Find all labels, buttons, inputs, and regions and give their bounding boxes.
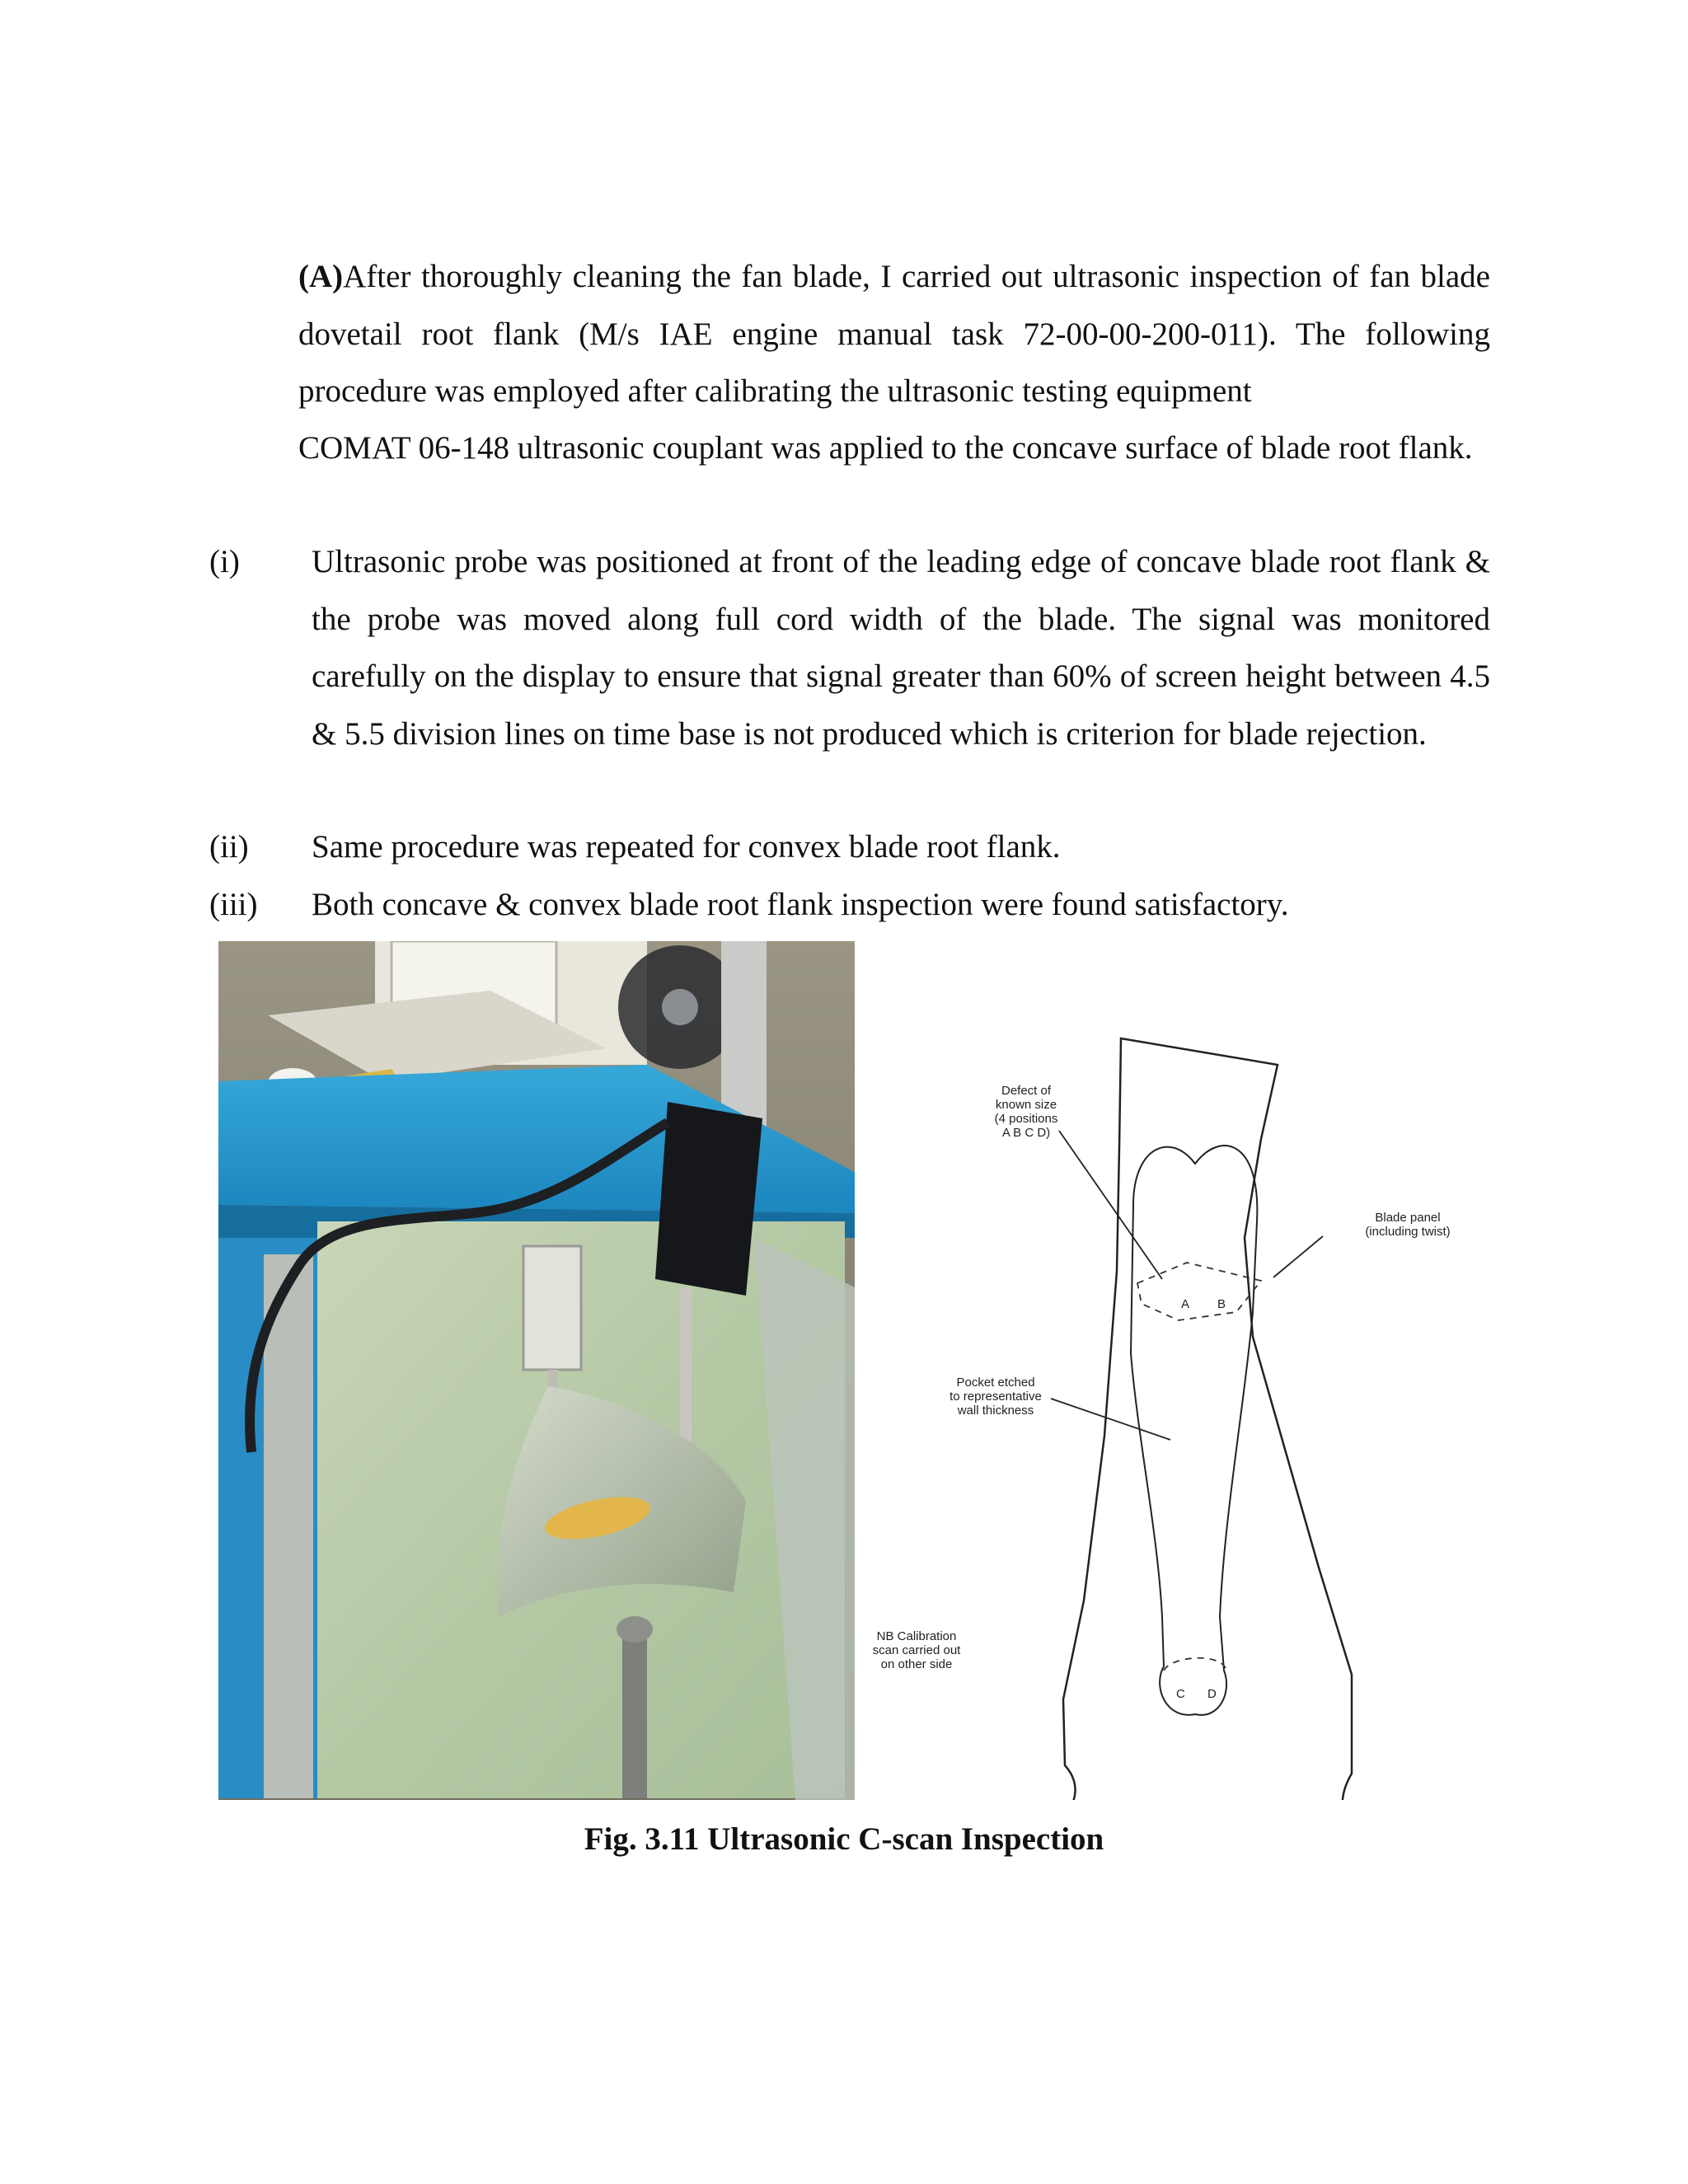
list-item-text: Both concave & convex blade root flank inspection were found satisfactory. — [312, 887, 1289, 922]
pocket-label-line: wall thickness — [957, 1404, 1034, 1418]
c-scan-rig-photo — [218, 941, 855, 1800]
nb-calibration-label-line: NB Calibration — [876, 1629, 957, 1643]
defect-label-line: Defect of — [1001, 1084, 1052, 1098]
point-label-b: B — [1217, 1297, 1226, 1311]
list-item-number: (iii) — [209, 887, 258, 922]
nb-calibration-label — [873, 1629, 962, 1671]
list-item-text: Same procedure was repeated for convex blade root flank. — [312, 829, 1061, 865]
paragraph-a — [298, 248, 1490, 420]
blade-panel-label-line: (including twist) — [1365, 1225, 1451, 1239]
list-item-number: (i) — [209, 544, 240, 579]
pocket-label — [950, 1376, 1042, 1418]
paragraph-a-text: After thoroughly cleaning the fan blade, I carried out ultrasonic inspection of fan blade dovetail root flank (M/s IAE engine manual task 72-00-00-200-011). The following procedure was employed after calibrating the ultrasonic testing equipment — [298, 259, 1490, 409]
list-item-text: Ultrasonic probe was positioned at front of the leading edge of concave blade root flank & the probe was moved along full cord width of the blade. The signal was monitored carefully on the display to ensure that signal greater than 60% of screen height between 4.5 & 5.5 division lines on time base is not produced which is criterion for blade rejection. — [312, 544, 1490, 752]
defect-label-line: A B C D) — [1001, 1126, 1051, 1140]
nb-calibration-label-line: scan carried out — [872, 1643, 961, 1657]
point-label-a: A — [1181, 1297, 1190, 1311]
blade-outline — [1063, 1038, 1352, 1800]
paragraph-couplant: COMAT 06-148 ultrasonic couplant was applied to the concave surface of blade root flank. — [298, 430, 1473, 466]
list-item-number: (ii) — [209, 829, 249, 865]
nb-calibration-label-line: on other side — [880, 1657, 953, 1671]
c-scan-rig-photo-drawing — [218, 941, 855, 1800]
point-label-d: D — [1207, 1687, 1217, 1701]
pocket-label-line: Pocket etched — [956, 1376, 1035, 1390]
defect-label-line: known size — [995, 1098, 1057, 1112]
blade-panel-label — [1365, 1211, 1450, 1239]
figure-caption: Fig. 3.11 Ultrasonic C-scan Inspection — [584, 1821, 1104, 1857]
point-label-c: C — [1176, 1687, 1185, 1701]
defect-label — [995, 1084, 1058, 1140]
pocket-label-line: to representative — [950, 1390, 1042, 1404]
calibration-blade-diagram — [857, 941, 1500, 1800]
defect-label-line: (4 positions — [994, 1112, 1058, 1126]
paragraph-a-label: (A) — [298, 259, 344, 294]
defect-cd-outline — [1164, 1658, 1226, 1671]
blade-panel-label-line: Blade panel — [1375, 1211, 1441, 1225]
pocket-outline — [1131, 1146, 1257, 1715]
